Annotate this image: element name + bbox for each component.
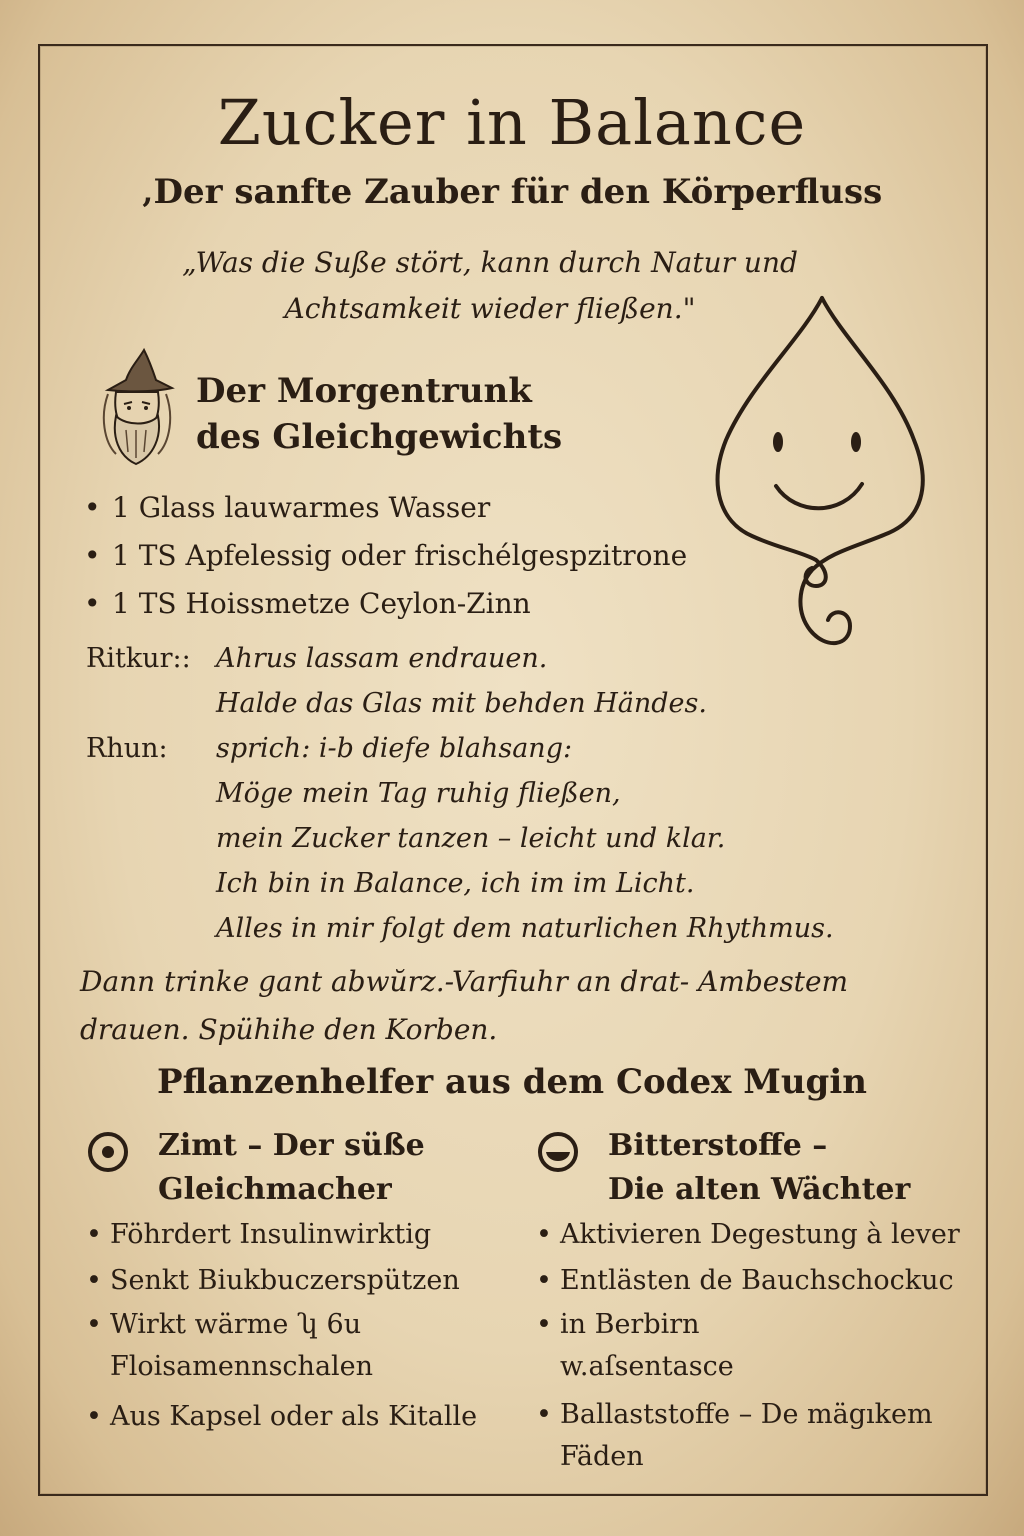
ritual-title-line: Der Morgentrunk: [196, 371, 532, 411]
list-item: • Aktivieren Degestung à lever: [536, 1212, 976, 1258]
bitterstoffe-title: [608, 1124, 910, 1212]
list-item: • Föhrdert Insulinwirktig: [86, 1212, 506, 1258]
list-item: • 1 TS Hoissmetze Ceylon-Zinn: [84, 580, 687, 628]
list-item-line: Floisamennschalen: [110, 1351, 374, 1382]
smiling-water-drop-icon: [700, 290, 940, 670]
finale-line: drauen. Spühihe den Korben.: [80, 1013, 498, 1046]
list-item-line: w.aſsentasce: [560, 1351, 734, 1382]
list-item: [86, 1304, 506, 1388]
list-item-line: • Ballaststoffe – De mägıkem: [560, 1399, 933, 1430]
zimt-list: [86, 1212, 506, 1440]
rhun-text: Alles in mir folgt dem naturlichen Rhythmus.: [216, 913, 834, 944]
list-item: [536, 1394, 976, 1478]
rhun-text: Ich bin in Balance, ich im im Licht.: [216, 868, 695, 899]
ritual-steps: [86, 636, 834, 951]
list-item-line: Fäden: [560, 1441, 644, 1472]
herb-title-line: Die alten Wächter: [608, 1172, 911, 1207]
ritkur-text: Halde das Glas mit behden Händes.: [216, 688, 707, 719]
page-title: Zucker in Balance: [217, 86, 807, 159]
list-item-line: • Wirkt wärme ʮ 6u: [110, 1309, 362, 1340]
herb-title-line: Gleichmacher: [158, 1172, 392, 1207]
ritkur-row: [86, 636, 834, 681]
list-item: [536, 1304, 976, 1388]
finale-text: [80, 958, 940, 1054]
ingredient-list: [84, 484, 687, 628]
ritkur-label: Ritkur::: [86, 643, 191, 674]
rhun-row: [86, 726, 834, 771]
wizard-portrait-icon: [86, 346, 186, 468]
quote-line: Achtsamkeit wieder fließen.": [284, 292, 696, 325]
list-item-line: • in Berbirn: [560, 1309, 700, 1340]
ritkur-text: Ahrus lassam endrauen.: [216, 643, 548, 674]
herb-title-line: Bitterstoffe –: [608, 1128, 828, 1163]
rhun-text: Möge mein Tag ruhig fließen,: [216, 778, 621, 809]
ritual-title: [196, 368, 562, 460]
quote-line: „Was die Suße stört, kann durch Natur und: [182, 246, 798, 279]
finale-line: Dann trinke gant abwŭrz.-Varfiuhr an drat- Ambestem: [80, 965, 849, 998]
half-moon-circle-icon: [536, 1130, 580, 1174]
sun-circle-icon: [86, 1130, 130, 1174]
list-item: • 1 TS Apfelessig oder frischélgespzitrone: [84, 532, 687, 580]
herb-title-line: Zimt – Der süße: [158, 1128, 425, 1163]
list-item: • Entlästen de Bauchschockuc: [536, 1258, 976, 1304]
page-subtitle: ‚Der sanfte Zauber für den Körperfluss: [141, 172, 883, 212]
bitterstoffe-list: [536, 1212, 976, 1484]
rhun-label: Rhun:: [86, 733, 168, 764]
list-item: • Aus Kapsel oder als Kitalle: [86, 1394, 506, 1440]
rhun-text: mein Zucker tanzen – leicht und klar.: [216, 823, 726, 854]
ritual-title-line: des Gleichgewichts: [196, 417, 563, 457]
codex-title: Pflanzenhelfer aus dem Codex Mugin: [157, 1062, 867, 1102]
list-item: • Senkt Biukbuczerspützen: [86, 1258, 506, 1304]
list-item: • 1 Glass lauwarmes Wasser: [84, 484, 687, 532]
rhun-text: sprich: i-b diefe blahsang:: [216, 733, 573, 764]
zimt-title: [158, 1124, 425, 1212]
